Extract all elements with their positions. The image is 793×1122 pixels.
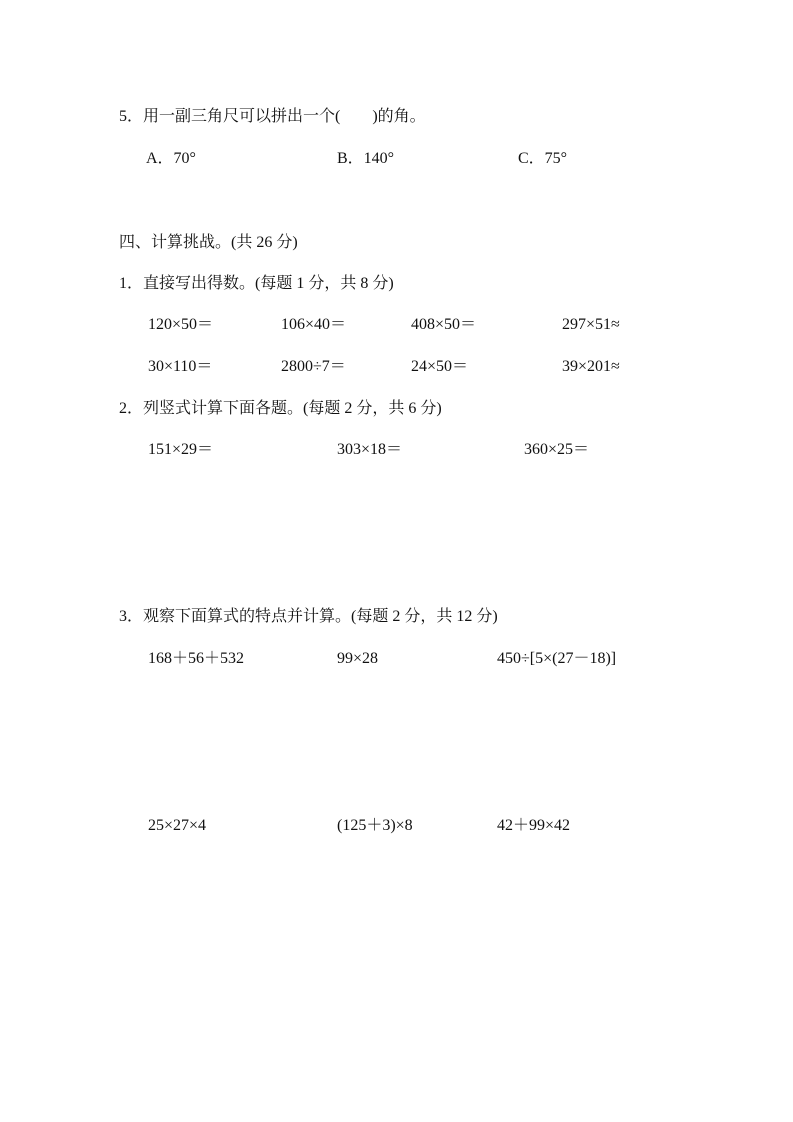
part-1-problem: 24×50＝ xyxy=(411,358,469,375)
part-1-problem: 297×51≈ xyxy=(562,316,620,333)
part-1-title: 1．直接写出得数。(每题 1 分，共 8 分) xyxy=(119,275,394,292)
part-2-problem: 303×18＝ xyxy=(337,441,403,458)
question-5-option-c: C．75° xyxy=(518,150,568,167)
part-2-problem: 360×25＝ xyxy=(524,441,590,458)
part-3-problem: 99×28 xyxy=(337,650,379,667)
part-3-problem: 42＋99×42 xyxy=(497,817,571,834)
part-1-problem: 120×50＝ xyxy=(148,316,214,333)
part-1-problem: 106×40＝ xyxy=(281,316,347,333)
part-1-problem: 30×110＝ xyxy=(148,358,213,375)
part-3-problem: 25×27×4 xyxy=(148,817,207,834)
question-5-option-a: A．70° xyxy=(146,150,196,167)
question-5-option-b: B．140° xyxy=(337,150,395,167)
part-1-problem: 39×201≈ xyxy=(562,358,620,375)
part-1-problem: 408×50＝ xyxy=(411,316,477,333)
part-3-problem: (125＋3)×8 xyxy=(337,817,413,834)
part-3-title: 3．观察下面算式的特点并计算。(每题 2 分，共 12 分) xyxy=(119,608,498,625)
part-2-problem: 151×29＝ xyxy=(148,441,214,458)
question-5-stem: 5．用一副三角尺可以拼出一个( )的角。 xyxy=(119,108,426,125)
part-3-problem: 168＋56＋532 xyxy=(148,650,245,667)
part-1-problem: 2800÷7＝ xyxy=(281,358,346,375)
section-4-title: 四、计算挑战。(共 26 分) xyxy=(119,234,298,251)
part-3-problem: 450÷[5×(27－18)] xyxy=(497,650,617,667)
part-2-title: 2．列竖式计算下面各题。(每题 2 分，共 6 分) xyxy=(119,400,442,417)
